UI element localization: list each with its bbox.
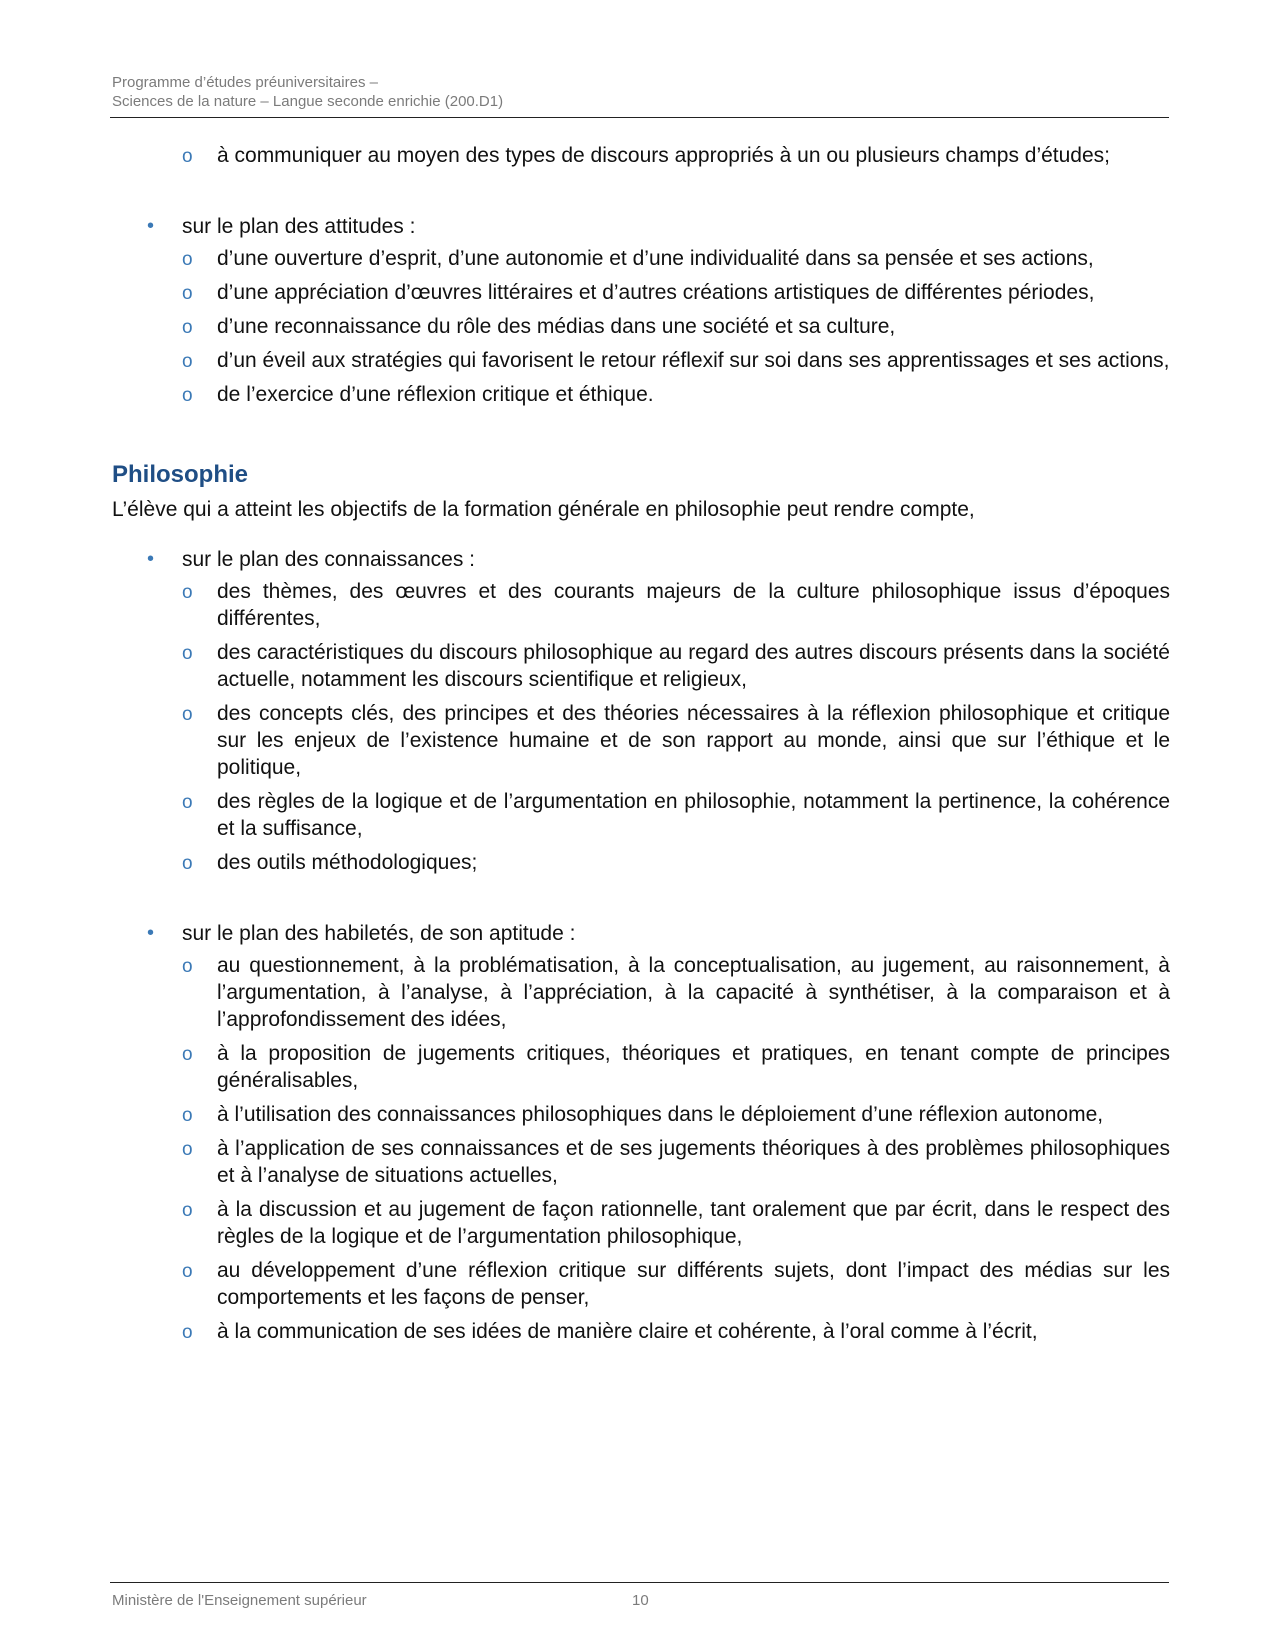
habiletes-section (147, 920, 1170, 1345)
bullet-dot-icon: • (147, 922, 155, 944)
list-item: o des concepts clés, des principes et des théories nécessaires à la réflexion philosophique et critique sur les enjeux de l’existence humaine et de son rapport au monde, ainsi que sur l’éthique et le politique, (182, 702, 1170, 779)
list-item: o d’une reconnaissance du rôle des médias dans une société et sa culture, (217, 313, 1170, 340)
section-intro: L’élève qui a atteint les objectifs de la formation générale en philosophie peut rendre compte, (112, 498, 975, 521)
list-item: o d’une ouverture d’esprit, d’une autonomie et d’une individualité dans sa pensée et ses actions, (217, 245, 1170, 272)
footer-rule (110, 1582, 1169, 1583)
connaissances-label: sur le plan des connaissances : (182, 548, 476, 571)
header-rule (110, 117, 1169, 118)
page-footer (112, 1591, 1169, 1610)
list-item: o d’un éveil aux stratégies qui favorisent le retour réflexif sur soi dans ses apprentissages et ses actions, (217, 347, 1170, 374)
circle-bullet-icon: o (182, 146, 193, 167)
list-item: o au questionnement, à la problématisation, à la conceptualisation, au jugement, au raisonnement, à l’argumentation, à l’analyse, à l’appréciation, à la capacité à synthétiser, à la comparaison et à l’approfondissement des idées, (182, 954, 1170, 1031)
circle-bullet-icon: o (182, 317, 193, 338)
circle-bullet-icon: o (182, 1044, 193, 1065)
header-line-1: Programme d’études préuniversitaires – (112, 74, 378, 91)
list-item: o à l’utilisation des connaissances philosophiques dans le déploiement d’une réflexion autonome, (217, 1101, 1170, 1128)
connaissances-section (147, 546, 1170, 876)
list-item: o à la proposition de jugements critiques, théoriques et pratiques, en tenant compte de principes généralisables, (182, 1042, 1170, 1092)
list-item: o de l’exercice d’une réflexion critique et éthique. (217, 381, 1170, 408)
list-item: o à communiquer au moyen des types de discours appropriés à un ou plusieurs champs d’études; (217, 142, 1170, 169)
bullet-dot-icon: • (147, 548, 155, 570)
page-header (112, 73, 1169, 111)
attitudes-list (112, 213, 1170, 408)
circle-bullet-icon: o (182, 249, 193, 270)
circle-bullet-icon: o (182, 1322, 193, 1343)
header-line-2: Sciences de la nature – Langue seconde enrichie (200.D1) (112, 93, 504, 110)
connaissances-list (112, 546, 1170, 1345)
attitudes-section (147, 213, 1170, 408)
page-content (112, 144, 1170, 1352)
circle-bullet-icon: o (182, 643, 193, 664)
footer-ministry: Ministère de l'Enseignement supérieur (112, 1592, 367, 1609)
circle-bullet-icon: o (182, 1200, 193, 1221)
circle-bullet-icon: o (182, 1261, 193, 1282)
circle-bullet-icon: o (182, 385, 193, 406)
list-item: o des thèmes, des œuvres et des courants majeurs de la culture philosophique issus d’époques différentes, (182, 580, 1170, 630)
circle-bullet-icon: o (182, 704, 193, 725)
list-item: o à la discussion et au jugement de façon rationnelle, tant oralement que par écrit, dans le respect des règles de la logique et de l’argumentation philosophique, (182, 1198, 1170, 1248)
list-item: o d’une appréciation d’œuvres littéraires et d’autres créations artistiques de différentes périodes, (217, 279, 1170, 306)
list-item: o des outils méthodologiques; (217, 849, 1170, 876)
circle-bullet-icon: o (182, 1105, 193, 1126)
list-item: o des caractéristiques du discours philosophique au regard des autres discours présents dans la société actuelle, notamment les discours scientifique et religieux, (182, 641, 1170, 691)
attitudes-label: sur le plan des attitudes : (182, 215, 416, 238)
circle-bullet-icon: o (182, 582, 193, 603)
bullet-dot-icon: • (147, 215, 155, 237)
list-item: o à la communication de ses idées de manière claire et cohérente, à l’oral comme à l’écrit, (217, 1318, 1170, 1345)
habiletes-sublist (182, 952, 1170, 1345)
page-number: 10 (632, 1592, 649, 1609)
habiletes-label: sur le plan des habiletés, de son aptitude : (182, 922, 576, 945)
circle-bullet-icon: o (182, 1139, 193, 1160)
list-item: o des règles de la logique et de l’argumentation en philosophie, notamment la pertinence, la cohérence et la suffisance, (182, 790, 1170, 840)
continued-sublist (182, 142, 1170, 169)
circle-bullet-icon: o (182, 956, 193, 977)
list-item: o au développement d’une réflexion critique sur différents sujets, dont l’impact des médias sur les comportements et les façons de penser, (182, 1259, 1170, 1309)
circle-bullet-icon: o (182, 351, 193, 372)
connaissances-sublist (182, 578, 1170, 876)
list-item: o à l’application de ses connaissances et de ses jugements théoriques à des problèmes philosophiques et à l’analyse de situations actuelles, (182, 1137, 1170, 1187)
circle-bullet-icon: o (182, 792, 193, 813)
circle-bullet-icon: o (182, 283, 193, 304)
attitudes-sublist (182, 245, 1170, 408)
circle-bullet-icon: o (182, 853, 193, 874)
section-title: Philosophie (112, 461, 249, 488)
continued-list (112, 142, 1170, 169)
